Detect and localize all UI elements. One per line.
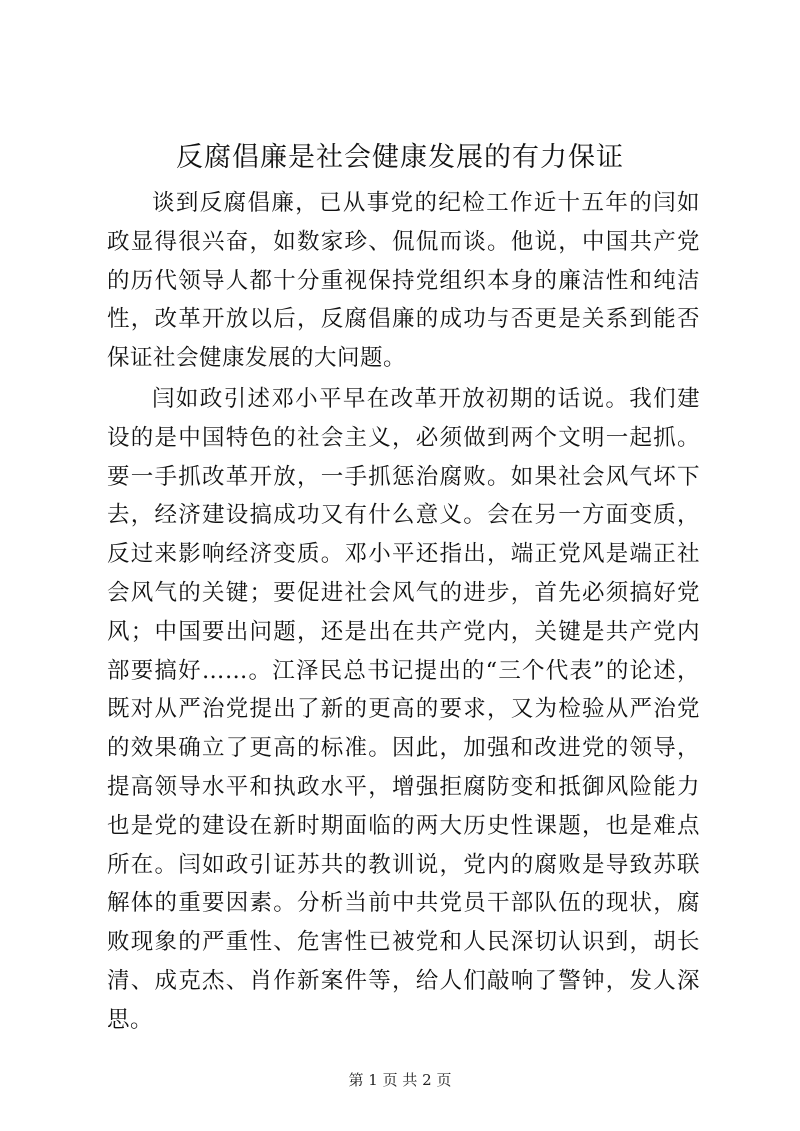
paragraph-2: 闫如政引述邓小平早在改革开放初期的话说。我们建设的是中国特色的社会主义，必须做到两个文明一起抓。要一手抓改革开放，一手抓惩治腐败。如果社会风气坏下去，经济建设搞成功又有什么意义。会在另一方面变质，反过来影响经济变质。邓小平还指出，端正党风是端正社会风气的关键；要促进社会风气的进步，首先必须搞好党风；中国要出问题，还是出在共产党内，关键是共产党内部要搞好……。江泽民总书记提出的“三个代表”的论述，既对从严治党提出了新的更高的要求，又为检验从严治党的效果确立了更高的标准。因此，加强和改进党的领导，提高领导水平和执政水平，增强拒腐防变和抵御风险能力也是党的建设在新时期面临的两大历史性课题，也是难点所在。闫如政引证苏共的教训说，党内的腐败是导致苏联解体的重要因素。分析当前中共党员干部队伍的现状，腐败现象的严重性、危害性已被党和人民深切认识到，胡长清、成克杰、肖作新案件等，给人们敲响了警钟，发人深思。 bbox=[107, 385, 700, 1033]
page-number-footer: 第 1 页 共 2 页 bbox=[348, 1071, 452, 1089]
document-body bbox=[107, 184, 700, 1042]
document-title: 反腐倡廉是社会健康发展的有力保证 bbox=[176, 142, 624, 173]
paragraph-1: 谈到反腐倡廉，已从事党的纪检工作近十五年的闫如政显得很兴奋，如数家珍、侃侃而谈。他说，中国共产党的历代领导人都十分重视保持党组织本身的廉洁性和纯洁性，改革开放以后，反腐倡廉的成功与否更是关系到能否保证社会健康发展的大问题。 bbox=[107, 190, 700, 372]
